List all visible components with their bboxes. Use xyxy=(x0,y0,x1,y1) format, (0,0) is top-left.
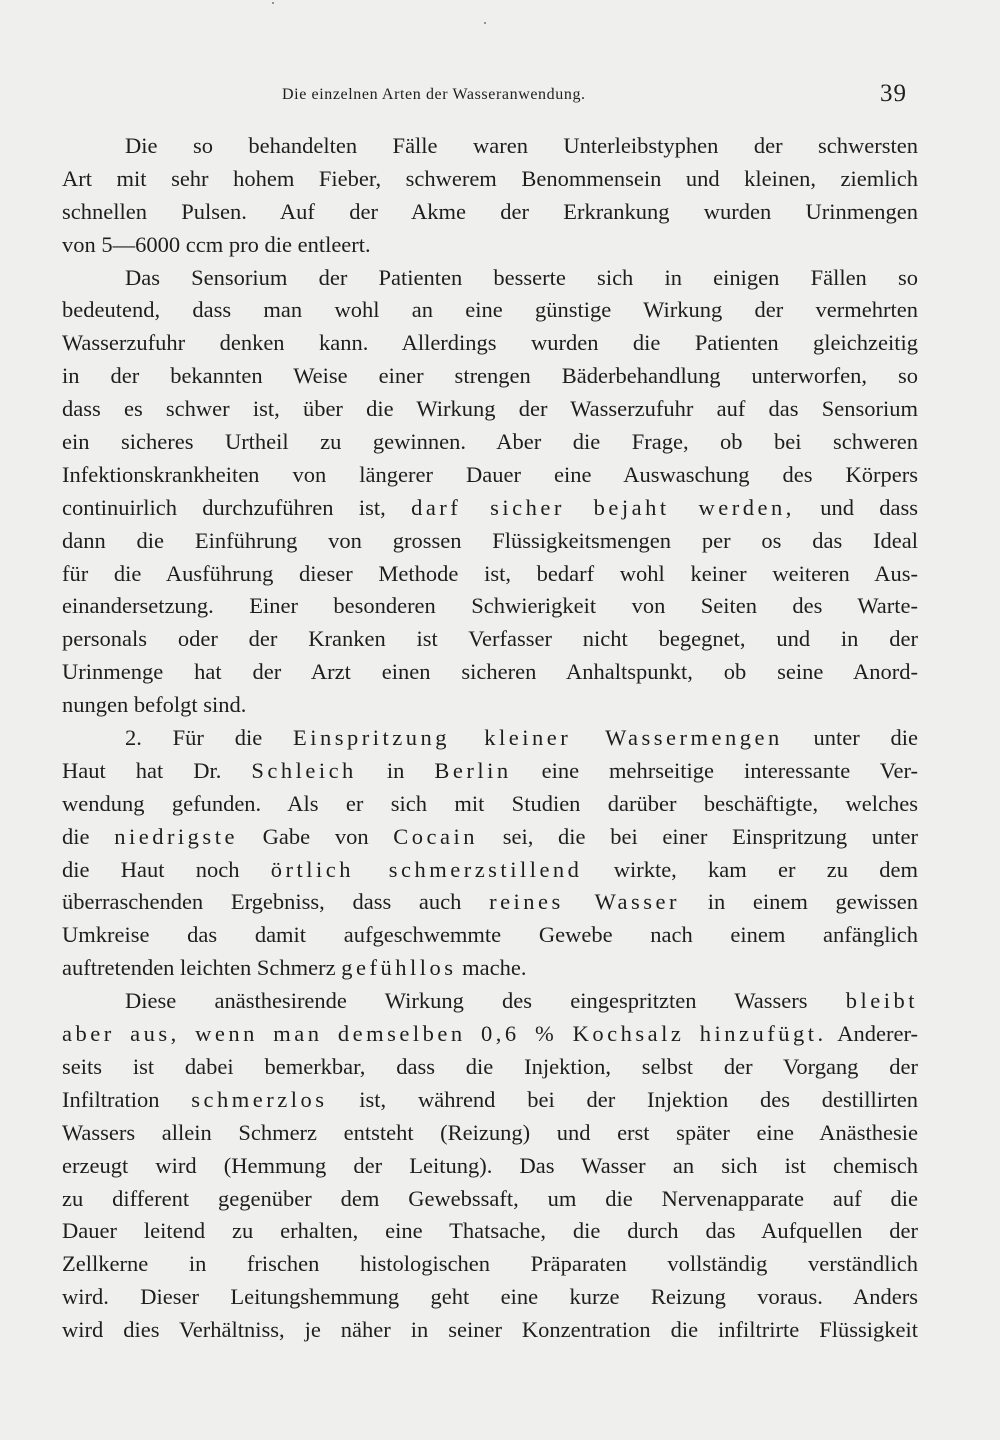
text-line: wird dies Verhältniss, je näher in seiner Konzentration die infiltrirte Flüssigkeit xyxy=(62,1317,918,1343)
text-line: wendung gefunden. Als er sich mit Studien darüber beschäftigte, welches xyxy=(62,790,918,816)
text-line xyxy=(62,1084,918,1117)
text-line: ein sicheres Urtheil zu gewinnen. Aber die Frage, ob bei schweren xyxy=(62,429,918,455)
text-line: Das Sensorium der Patienten besserte sich in einigen Fällen so xyxy=(125,264,918,290)
spaced-emphasis: schmerzlos xyxy=(191,1086,328,1112)
text-line: dann die Einführung von grossen Flüssigkeitsmengen per os das Ideal xyxy=(62,527,918,553)
text-run: eine mehrseitige interessante Ver- xyxy=(541,757,919,783)
text-line: nungen befolgt sind. xyxy=(62,692,247,718)
spaced-emphasis: bleibt xyxy=(845,988,918,1014)
spaced-emphasis: gefühllos xyxy=(341,955,457,981)
running-title: Die einzelnen Arten der Wasseranwendung. xyxy=(282,86,586,103)
text-run: die Haut noch xyxy=(62,856,240,882)
text-line xyxy=(62,755,918,788)
text-run: Infiltration xyxy=(62,1086,160,1112)
text-run: überraschenden Ergebniss, dass auch xyxy=(62,889,462,915)
page-number: 39 xyxy=(880,80,907,107)
text-line: Zellkerne in frischen histologischen Präparaten vollständig verständlich xyxy=(62,1251,918,1277)
text-run: die xyxy=(62,823,90,849)
text-line xyxy=(62,722,918,755)
text-line: Die so behandelten Fälle waren Unterleibstyphen der schwersten xyxy=(125,133,918,158)
text-run: Anderer- xyxy=(837,1021,918,1047)
text-line: Umkreise das damit aufgeschwemmte Gewebe nach einem anfänglich xyxy=(62,922,918,948)
spaced-emphasis: aber aus, wenn man demselben 0,6 % Kochsalz hinzufügt. xyxy=(62,1021,827,1047)
text-run: und dass xyxy=(820,494,919,520)
text-run: in xyxy=(386,757,405,783)
text-line xyxy=(62,985,918,1018)
text-run: mache. xyxy=(462,955,527,981)
text-line: seits ist dabei bemerkbar, dass die Injektion, selbst der Vorgang der xyxy=(62,1053,918,1079)
text-line: einandersetzung. Einer besonderen Schwierigkeit von Seiten des Warte- xyxy=(62,593,918,619)
text-line: zu different gegenüber dem Gewebssaft, um die Nervenapparate auf die xyxy=(62,1185,918,1211)
text-run: 2. Für die xyxy=(125,725,263,751)
text-run: unter die xyxy=(813,725,918,751)
text-line: Wasserzufuhr denken kann. Allerdings wurden die Patienten gleichzeitig xyxy=(62,330,918,356)
spaced-emphasis: örtlich schmerzstillend xyxy=(270,856,583,882)
text-line: bedeutend, dass man wohl an eine günstige Wirkung der vermehrten xyxy=(62,297,918,323)
text-line: von 5—6000 ccm pro die entleert. xyxy=(62,231,371,257)
spaced-emphasis: darf sicher bejaht werden, xyxy=(411,494,795,520)
text-run: wirkte, kam er zu dem xyxy=(613,856,919,882)
text-line: wird. Dieser Leitungshemmung geht eine kurze Reizung voraus. Anders xyxy=(62,1284,918,1310)
text-line xyxy=(62,821,918,854)
spaced-emphasis: Cocain xyxy=(393,823,479,849)
spaced-emphasis: Einspritzung kleiner Wassermengen xyxy=(292,725,783,751)
text-line: Dauer leitend zu erhalten, eine Thatsache, die durch das Aufquellen der xyxy=(62,1218,918,1244)
text-run: Gabe von xyxy=(262,823,369,849)
text-run: Diese anästhesirende Wirkung des eingespritzten Wassers xyxy=(125,988,808,1014)
spaced-emphasis: Schleich xyxy=(251,757,357,783)
text-line: personals oder der Kranken ist Verfasser nicht begegnet, und in der xyxy=(62,626,918,652)
text-line xyxy=(62,952,918,985)
text-line: Infektionskrankheiten von längerer Dauer eine Auswaschung des Körpers xyxy=(62,461,918,487)
text-run: ist, während bei der Injektion des destillirten xyxy=(359,1086,919,1112)
text-line: erzeugt wird (Hemmung der Leitung). Das Wasser an sich ist chemisch xyxy=(62,1152,918,1178)
text-run: in einem gewissen xyxy=(707,889,919,915)
text-run: Haut hat Dr. xyxy=(62,757,222,783)
text-line: Urinmenge hat der Arzt einen sicheren Anhaltspunkt, ob seine Anord- xyxy=(62,659,918,685)
text-run: sei, die bei einer Einspritzung unter xyxy=(502,823,919,849)
text-line: für die Ausführung dieser Methode ist, bedarf wohl keiner weiteren Aus- xyxy=(62,560,918,586)
text-line: schnellen Pulsen. Auf der Akme der Erkrankung wurden Urinmengen xyxy=(62,198,918,224)
text-line xyxy=(62,1018,918,1051)
print-speck xyxy=(272,2,274,4)
text-run: continuirlich durchzuführen ist, xyxy=(62,494,386,520)
text-line: dass es schwer ist, über die Wirkung der Wasserzufuhr auf das Sensorium xyxy=(62,396,918,422)
text-line: Art mit sehr hohem Fieber, schwerem Benommensein und kleinen, ziemlich xyxy=(62,165,918,191)
text-line xyxy=(62,492,918,525)
text-run: auftretenden leichten Schmerz xyxy=(62,955,336,981)
text-line: in der bekannten Weise einer strengen Bäderbehandlung unterworfen, so xyxy=(62,363,918,389)
body-text xyxy=(62,130,918,1347)
spaced-emphasis: niedrigste xyxy=(114,823,238,849)
print-speck xyxy=(484,22,486,24)
text-line xyxy=(62,886,918,919)
spaced-emphasis: Berlin xyxy=(434,757,512,783)
text-line: Wassers allein Schmerz entsteht (Reizung) und erst später eine Anästhesie xyxy=(62,1119,918,1145)
running-head xyxy=(0,80,1000,114)
spaced-emphasis: reines Wasser xyxy=(489,889,680,915)
text-line xyxy=(62,854,918,887)
